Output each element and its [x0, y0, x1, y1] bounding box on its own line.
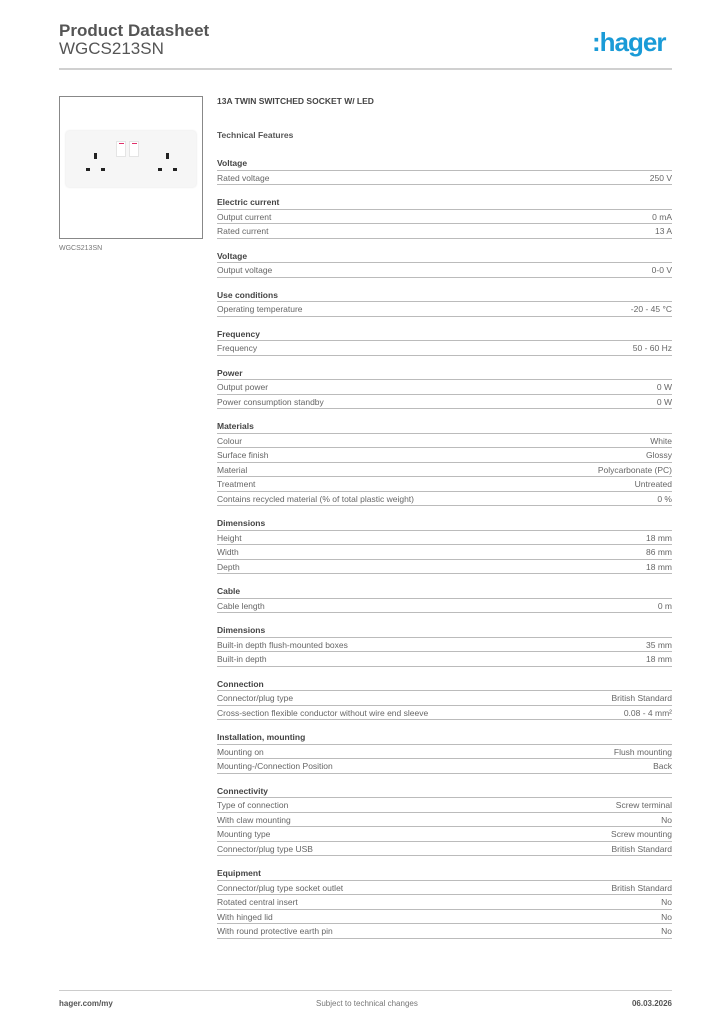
spec-value: Flush mounting	[613, 746, 672, 757]
spec-row	[217, 463, 672, 478]
spec-row	[217, 380, 672, 395]
spec-row	[217, 492, 672, 507]
section-heading: Installation, mounting	[217, 730, 672, 745]
spec-label: Power consumption standby	[217, 396, 324, 407]
spec-label: Mounting type	[217, 829, 271, 839]
spec-label: Width	[217, 547, 239, 557]
spec-value: 18 mm	[646, 561, 672, 572]
spec-label: Built-in depth flush-mounted boxes	[217, 639, 348, 650]
spec-value: -20 - 45 °C	[630, 304, 672, 314]
section-heading: Use conditions	[217, 288, 672, 303]
spec-label: Output voltage	[217, 265, 273, 275]
footer-date: 06.03.2026	[631, 999, 672, 1008]
spec-value: Back	[653, 761, 672, 771]
spec-row	[217, 448, 672, 463]
spec-section	[217, 623, 672, 667]
spec-value: Glossy	[646, 450, 672, 460]
spec-row	[217, 827, 672, 842]
spec-row	[217, 745, 672, 760]
spec-section	[217, 784, 672, 857]
spec-row	[217, 813, 672, 828]
spec-value: 0 %	[657, 493, 672, 504]
section-heading: Dimensions	[217, 623, 672, 638]
spec-value: 13 A	[654, 226, 672, 236]
spec-label: Type of connection	[217, 800, 289, 810]
section-heading: Cable	[217, 584, 672, 599]
spec-row	[217, 798, 672, 813]
footer-divider	[59, 990, 672, 991]
spec-label: Surface finish	[217, 450, 269, 460]
spec-row	[217, 638, 672, 653]
spec-label: Treatment	[217, 479, 256, 489]
footer-note: Subject to technical changes	[316, 999, 418, 1008]
spec-label: With hinged lid	[217, 911, 273, 922]
spec-section	[217, 366, 672, 410]
spec-value: 0-0 V	[651, 265, 672, 275]
section-heading: Materials	[217, 419, 672, 434]
spec-label: With claw mounting	[217, 814, 291, 825]
spec-row	[217, 881, 672, 896]
spec-row	[217, 560, 672, 575]
spec-row	[217, 599, 672, 614]
spec-label: Depth	[217, 561, 240, 572]
spec-value: 18 mm	[646, 654, 672, 664]
spec-value: 250 V	[649, 172, 672, 183]
spec-section	[217, 516, 672, 574]
spec-row	[217, 706, 672, 721]
spec-row	[217, 224, 672, 239]
features-title: Technical Features	[217, 130, 294, 140]
spec-value: Screw mounting	[611, 829, 672, 839]
spec-label: Mounting-/Connection Position	[217, 761, 333, 771]
spec-value: Screw terminal	[615, 800, 672, 810]
section-heading: Power	[217, 366, 672, 381]
spec-value: No	[661, 814, 672, 825]
spec-row	[217, 924, 672, 939]
section-heading: Voltage	[217, 249, 672, 264]
spec-section	[217, 195, 672, 239]
spec-label: Built-in depth	[217, 654, 267, 664]
spec-row	[217, 395, 672, 410]
spec-section	[217, 156, 672, 185]
spec-row	[217, 910, 672, 925]
spec-label: Height	[217, 532, 242, 543]
spec-label: Connector/plug type USB	[217, 843, 313, 854]
spec-section	[217, 677, 672, 721]
spec-value: British Standard	[611, 843, 672, 854]
spec-section	[217, 419, 672, 506]
spec-label: Operating temperature	[217, 304, 303, 314]
spec-value: No	[661, 911, 672, 922]
spec-row	[217, 691, 672, 706]
spec-section	[217, 288, 672, 317]
spec-value: Polycarbonate (PC)	[597, 464, 672, 475]
spec-value: No	[661, 926, 672, 936]
spec-value: 18 mm	[646, 532, 672, 543]
spec-row	[217, 302, 672, 317]
spec-row	[217, 652, 672, 667]
spec-label: Frequency	[217, 343, 258, 353]
spec-label: Output power	[217, 382, 269, 392]
spec-row	[217, 895, 672, 910]
section-heading: Frequency	[217, 327, 672, 342]
spec-label: Cable length	[217, 600, 265, 611]
spec-value: 0 mA	[652, 211, 672, 222]
hager-logo: :hager	[592, 27, 666, 57]
section-heading: Connectivity	[217, 784, 672, 799]
section-heading: Dimensions	[217, 516, 672, 531]
spec-section	[217, 730, 672, 774]
spec-value: 0.08 - 4 mm²	[623, 707, 672, 718]
spec-row	[217, 759, 672, 774]
spec-label: Rated voltage	[217, 172, 270, 183]
spec-value: 0 m	[657, 600, 672, 611]
spec-value: British Standard	[611, 882, 672, 893]
image-caption: WGCS213SN	[59, 245, 103, 252]
spec-value: Untreated	[634, 479, 672, 489]
spec-label: Rotated central insert	[217, 897, 298, 907]
spec-label: Rated current	[217, 226, 269, 236]
spec-value: British Standard	[611, 693, 672, 703]
spec-label: Contains recycled material (% of total plastic weight)	[217, 493, 414, 504]
spec-label: Mounting on	[217, 746, 264, 757]
spec-value: 50 - 60 Hz	[632, 343, 672, 353]
product-name: 13A TWIN SWITCHED SOCKET W/ LED	[217, 96, 374, 106]
spec-value: 86 mm	[646, 547, 672, 557]
spec-value: 35 mm	[646, 639, 672, 650]
spec-section	[217, 866, 672, 939]
spec-value: No	[661, 897, 672, 907]
spec-row	[217, 434, 672, 449]
section-heading: Voltage	[217, 156, 672, 171]
spec-row	[217, 531, 672, 546]
spec-label: Colour	[217, 435, 243, 446]
spec-row	[217, 210, 672, 225]
socket-plate	[66, 131, 196, 187]
header-divider	[59, 68, 672, 70]
spec-row	[217, 341, 672, 356]
section-heading: Electric current	[217, 195, 672, 210]
spec-row	[217, 545, 672, 560]
spec-label: Connector/plug type	[217, 693, 294, 703]
spec-label: Cross-section flexible conductor without wire end sleeve	[217, 707, 429, 718]
spec-value: White	[650, 435, 672, 446]
spec-content	[217, 96, 672, 939]
spec-row	[217, 477, 672, 492]
product-image	[59, 96, 203, 239]
section-heading: Equipment	[217, 866, 672, 881]
spec-section	[217, 249, 672, 278]
page-title: Product Datasheet	[59, 21, 210, 40]
product-code: WGCS213SN	[59, 39, 164, 58]
switch-right	[129, 141, 139, 157]
spec-row	[217, 263, 672, 278]
switch-left	[116, 141, 126, 157]
spec-label: Material	[217, 464, 248, 475]
spec-section	[217, 327, 672, 356]
spec-section	[217, 584, 672, 613]
spec-row	[217, 842, 672, 857]
spec-value: 0 W	[656, 382, 672, 392]
spec-label: With round protective earth pin	[217, 926, 333, 936]
spec-label: Connector/plug type socket outlet	[217, 882, 344, 893]
spec-value: 0 W	[656, 396, 672, 407]
footer-website-link[interactable]: hager.com/my	[59, 999, 113, 1008]
spec-row	[217, 171, 672, 186]
section-heading: Connection	[217, 677, 672, 692]
spec-label: Output current	[217, 211, 272, 222]
